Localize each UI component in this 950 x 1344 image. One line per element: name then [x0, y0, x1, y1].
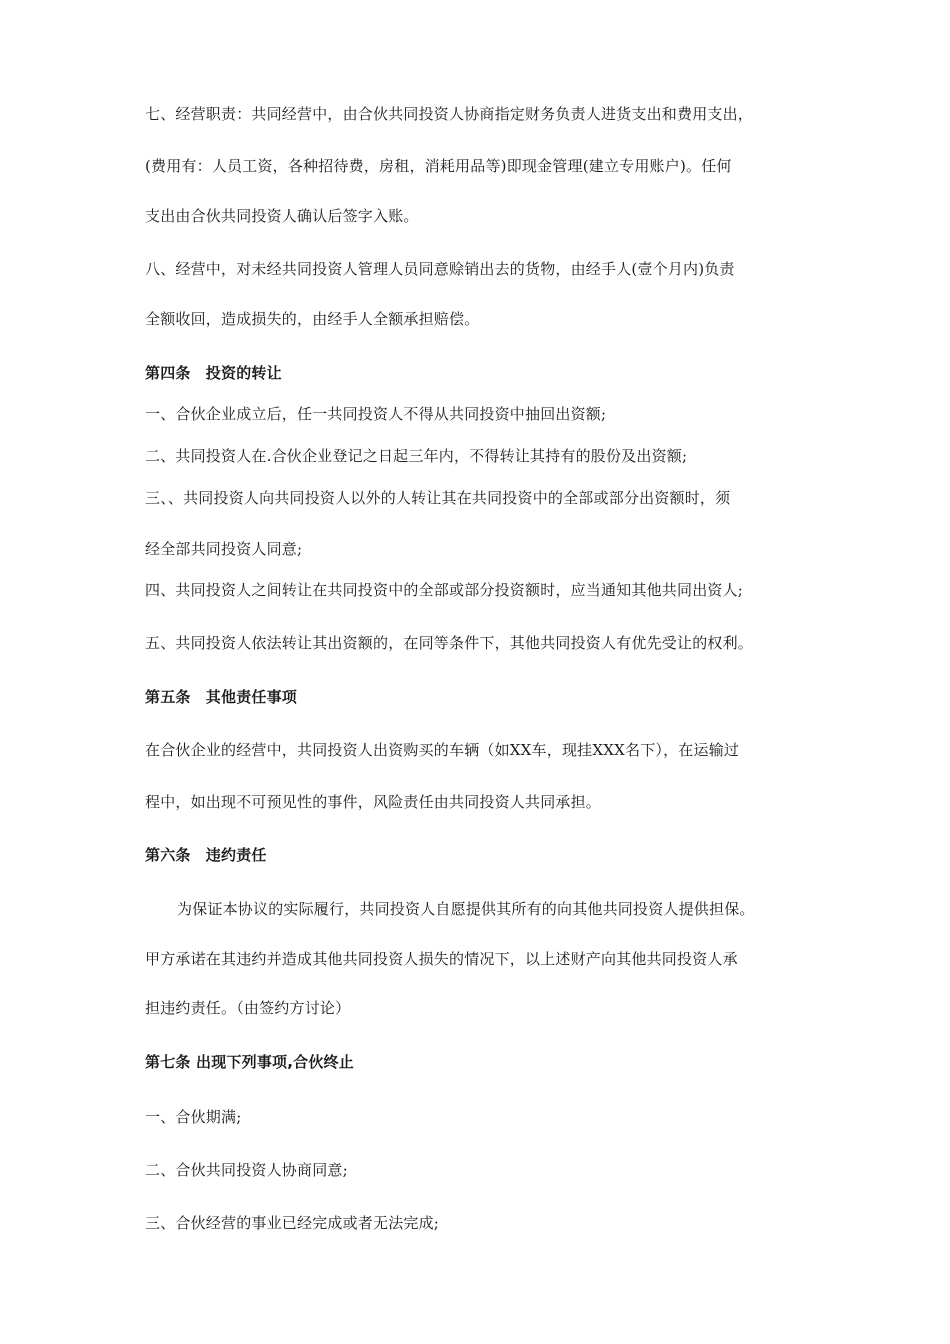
- section-4-item-1: 一、合伙企业成立后，任一共同投资人不得从共同投资中抽回出资额;: [145, 405, 607, 423]
- section-6-line-2: 甲方承诺在其违约并造成其他共同投资人损失的情况下，以上述财产向其他共同投资人承: [145, 950, 738, 968]
- section-4-item-4: 四、共同投资人之间转让在共同投资中的全部或部分投资额时，应当通知其他共同出资人;: [145, 581, 744, 599]
- section-4-item-3-line-1: 三、、共同投资人向共同投资人以外的人转让其在共同投资中的全部或部分出资额时，须: [145, 489, 731, 507]
- section-7-item-2: 二、合伙共同投资人协商同意;: [145, 1161, 348, 1179]
- section-5-line-1: 在合伙企业的经营中，共同投资人出资购买的车辆（如XX车，现挂XXX名下），在运输过: [145, 741, 740, 759]
- section-4-item-5: 五、共同投资人依法转让其出资额的，在同等条件下，其他共同投资人有优先受让的权利。: [145, 634, 754, 652]
- clause-7-line-3: 支出由合伙共同投资人确认后签字入账。: [145, 207, 419, 225]
- section-7-item-1: 一、合伙期满;: [145, 1108, 242, 1126]
- section-4-item-2: 二、共同投资人在.合伙企业登记之日起三年内，不得转让其持有的股份及出资额;: [145, 447, 688, 465]
- section-4-item-3-line-2: 经全部共同投资人同意;: [145, 540, 303, 558]
- section-4-heading: 第四条 投资的转让: [145, 364, 282, 382]
- section-5-line-2: 程中，如出现不可预见性的事件，风险责任由共同投资人共同承担。: [145, 793, 602, 811]
- clause-7-line-2: (费用有：人员工资，各种招待费，房租，消耗用品等)即现金管理(建立专用账户)。任何: [145, 157, 732, 175]
- clause-7-line-1: 七、经营职责：共同经营中，由合伙共同投资人协商指定财务负责人进货支出和费用支出，: [145, 105, 754, 123]
- section-6-heading: 第六条 违约责任: [145, 846, 267, 864]
- section-5-heading: 第五条 其他责任事项: [145, 688, 298, 706]
- clause-8-line-2: 全额收回，造成损失的，由经手人全额承担赔偿。: [145, 310, 480, 328]
- clause-8-line-1: 八、经营中，对未经共同投资人管理人员同意赊销出去的货物，由经手人(壹个月内)负责: [145, 260, 735, 278]
- section-6-line-1: 为保证本协议的实际履行，共同投资人自愿提供其所有的向其他共同投资人提供担保。: [177, 900, 755, 918]
- section-6-line-3: 担违约责任。（由签约方讨论）: [145, 999, 351, 1017]
- section-7-item-3: 三、合伙经营的事业已经完成或者无法完成;: [145, 1214, 440, 1232]
- section-7-heading: 第七条 出现下列事项,合伙终止: [145, 1053, 354, 1071]
